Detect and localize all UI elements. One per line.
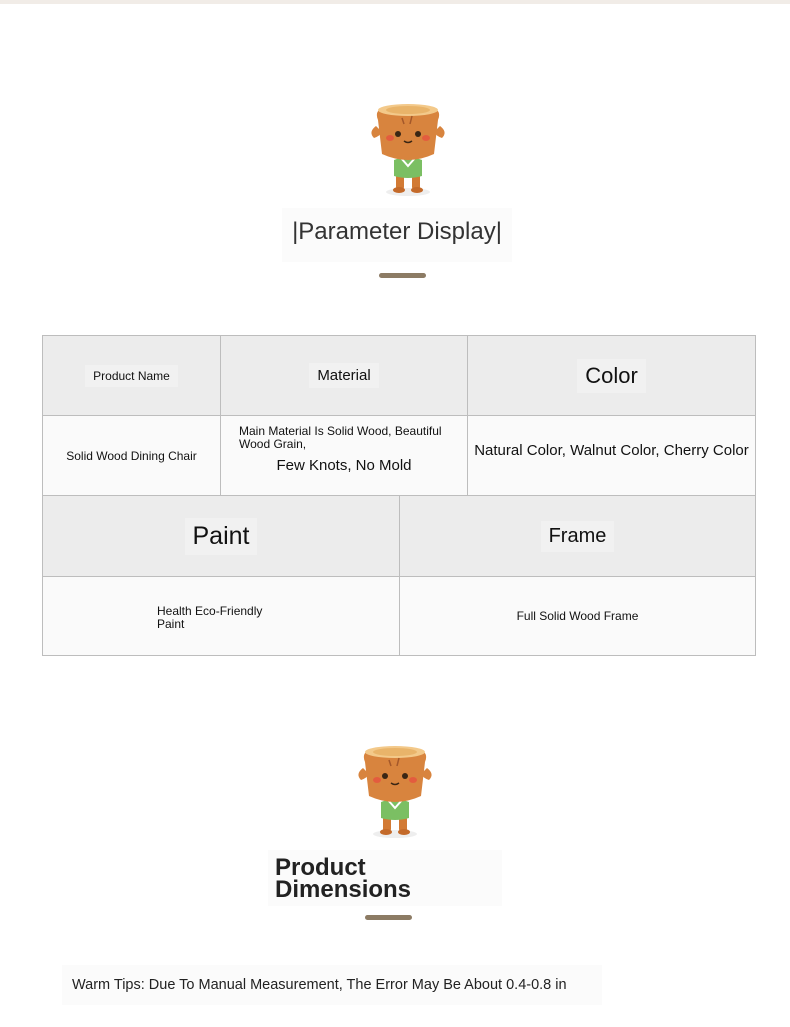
value-paint: Health Eco-Friendly Paint [157,604,263,631]
header-frame-cell [399,495,756,577]
page-title: |Parameter Display| [292,218,502,245]
top-divider-strip [0,0,790,4]
product-dimensions-title-panel [268,850,502,906]
header-product-name-cell [42,335,221,416]
wood-stump-mascot-icon [355,744,435,839]
value-product-name-cell [42,415,221,496]
wood-stump-mascot-icon [368,102,448,197]
warm-tips-note [62,965,602,1005]
parameter-display-title-panel [282,208,512,262]
warm-tips-text: Warm Tips: Due To Manual Measurement, The Error May Be About 0.4-0.8 in [72,977,567,993]
value-frame-cell [399,576,756,656]
header-material-cell [220,335,468,416]
section-title-line1: Product [275,854,366,881]
parameter-table [42,335,756,656]
value-color-cell [467,415,756,496]
header-paint-cell [42,495,400,577]
value-color: Natural Color, Walnut Color, Cherry Color [474,442,749,459]
value-paint-cell [42,576,400,656]
header-paint: Paint [185,518,258,555]
value-product-name: Solid Wood Dining Chair [66,448,197,463]
header-color-cell [467,335,756,416]
section-title [275,854,412,903]
value-material-line1: Main Material Is Solid Wood, Beautiful Wood Grain, [239,424,442,451]
header-frame: Frame [541,521,615,552]
header-material: Material [309,363,378,388]
value-material-cell [220,415,468,496]
section-title-line2: Dimensions [275,876,412,903]
section-title-underline [365,915,412,920]
value-frame: Full Solid Wood Frame [516,609,639,623]
title-underline [379,273,426,278]
header-product-name: Product Name [85,365,178,387]
header-color: Color [577,359,646,393]
value-material-line2: Few Knots, No Mold [276,457,412,474]
